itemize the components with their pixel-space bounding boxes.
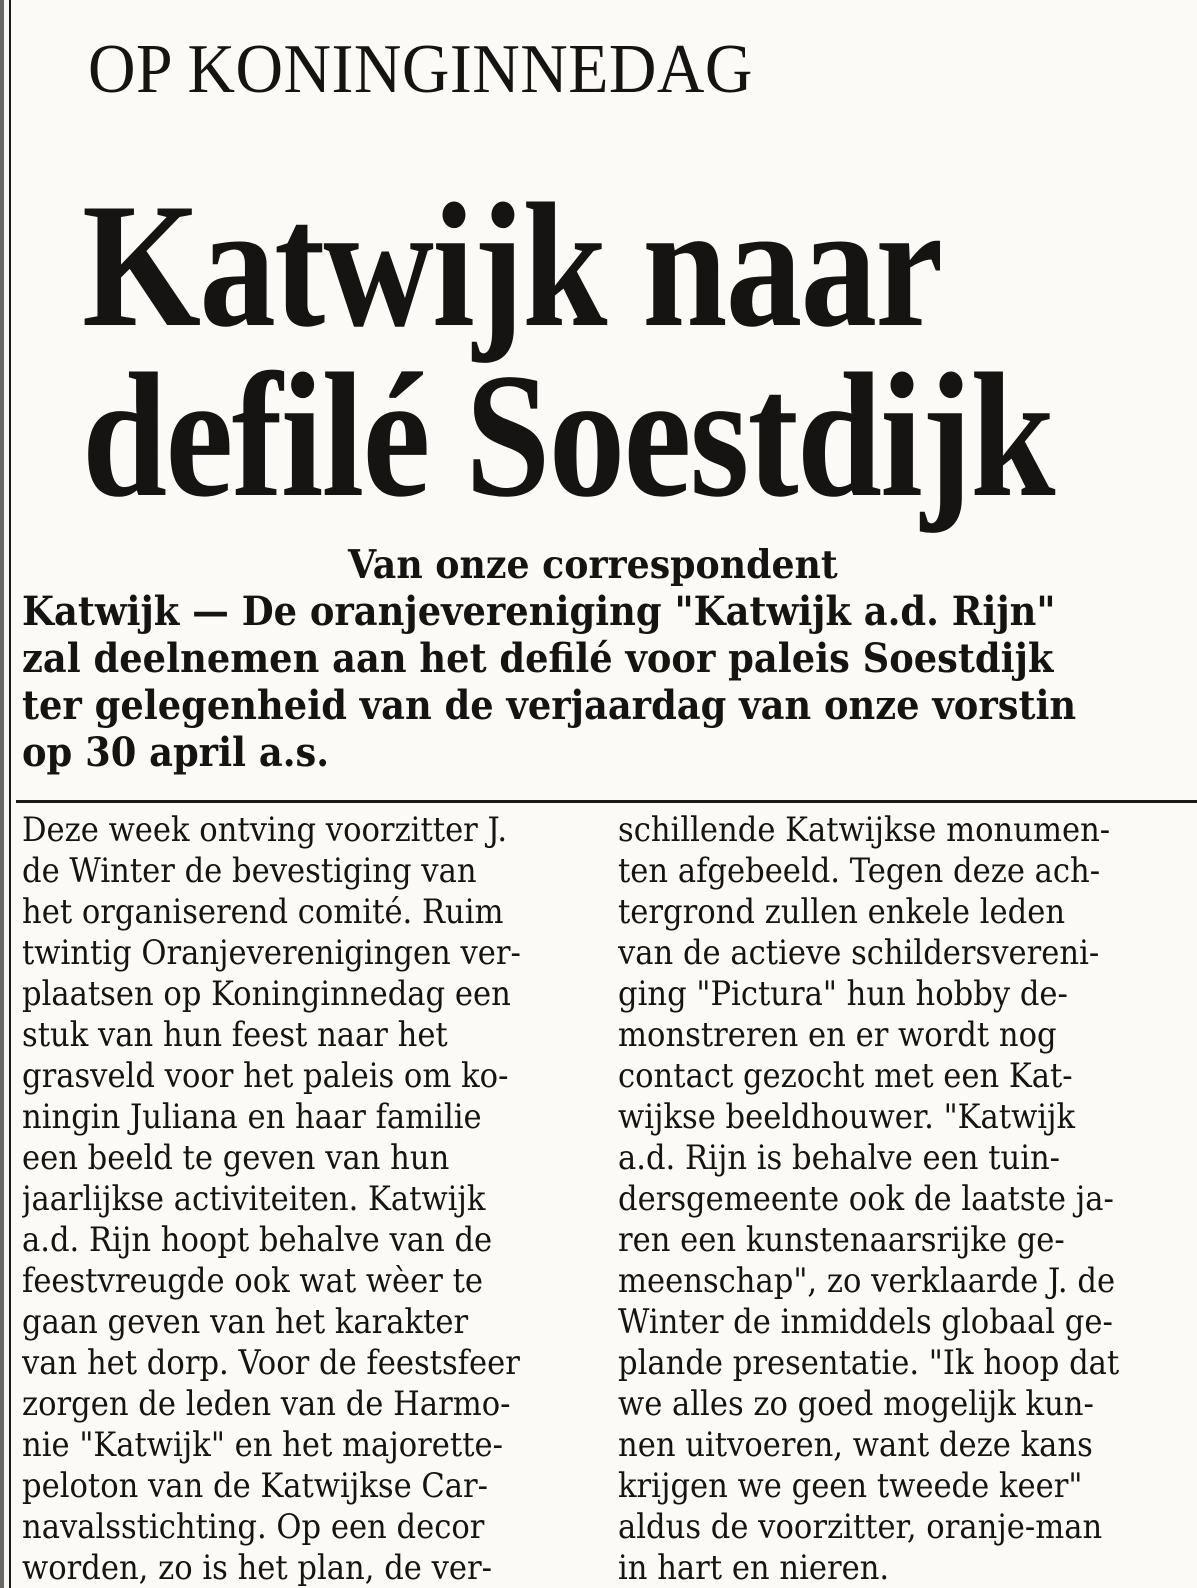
body-line: plande presentatie. "Ik hoop dat <box>618 1343 1120 1383</box>
body-line: ningin Juliana en haar familie <box>22 1097 482 1137</box>
body-line: aldus de voorzitter, oranje-man <box>618 1507 1103 1547</box>
lead-line: ter gelegenheid van de verjaardag van onze vorstin <box>22 682 1077 729</box>
body-line: krijgen we geen tweede keer" <box>618 1466 1083 1506</box>
body-line: peloton van de Katwijkse Car- <box>22 1466 489 1506</box>
body-line: ten afgebeeld. Tegen deze ach- <box>618 851 1101 891</box>
byline: Van onze correspondent <box>348 542 838 588</box>
body-line: Deze week ontving voorzitter J. <box>22 810 508 850</box>
lead-line: op 30 april a.s. <box>22 729 330 776</box>
body-column-right <box>618 810 1197 1588</box>
headline-line-1: Katwijk naar <box>82 166 942 364</box>
body-line: een beeld te geven van hun <box>22 1138 450 1178</box>
body-line: ging "Pictura" hun hobby de- <box>618 974 1068 1014</box>
body-line: ren een kunstenaarsrijke ge- <box>618 1220 1065 1260</box>
body-line: plaatsen op Koninginnedag een <box>22 974 511 1014</box>
body-line: dersgemeente ook de laatste ja- <box>618 1179 1114 1219</box>
lead-line: zal deelnemen aan het defilé voor paleis Soestdijk <box>22 635 1054 682</box>
body-line: van de actieve schildersvereni- <box>618 933 1100 973</box>
body-line: monstreren en er wordt nog <box>618 1015 1057 1055</box>
body-line: meenschap", zo verklaarde J. de <box>618 1261 1116 1301</box>
body-line: worden, zo is het plan, de ver- <box>22 1548 492 1588</box>
body-line: feestvreugde ook wat wèer te <box>22 1261 484 1301</box>
body-line: de Winter de bevestiging van <box>22 851 477 891</box>
body-line: schillende Katwijkse monumen- <box>618 810 1111 850</box>
body-line: contact gezocht met een Kat- <box>618 1056 1073 1096</box>
column-separator-rule <box>16 800 1197 803</box>
body-line: tergrond zullen enkele leden <box>618 892 1066 932</box>
clipping-border-rule <box>9 0 11 1588</box>
body-line: a.d. Rijn is behalve een tuin- <box>618 1138 1061 1178</box>
body-line: nen uitvoeren, want deze kans <box>618 1425 1093 1465</box>
body-column-left <box>22 810 600 1588</box>
lead-line: Katwijk — De oranjevereniging "Katwijk a.d. Rijn" <box>22 588 1056 635</box>
body-line: in hart en nieren. <box>618 1548 890 1588</box>
body-line: twintig Oranjeverenigingen ver- <box>22 933 521 973</box>
body-line: gaan geven van het karakter <box>22 1302 469 1342</box>
body-line: het organiserend comité. Ruim <box>22 892 504 932</box>
body-line: a.d. Rijn hoopt behalve van de <box>22 1220 493 1260</box>
body-line: wijkse beeldhouwer. "Katwijk <box>618 1097 1076 1137</box>
body-line: grasveld voor het paleis om ko- <box>22 1056 509 1096</box>
body-line: jaarlijkse activiteiten. Katwijk <box>22 1179 486 1219</box>
lead-paragraph <box>22 588 1197 776</box>
headline-line-2: defilé Soestdijk <box>82 336 1054 534</box>
body-line: navalsstichting. Op een decor <box>22 1507 485 1547</box>
body-line: van het dorp. Voor de feestsfeer <box>22 1343 520 1383</box>
article-kicker: OP KONINGINNEDAG <box>88 31 753 108</box>
body-line: nie "Katwijk" en het majorette- <box>22 1425 503 1465</box>
clipping-left-edge <box>0 0 4 1588</box>
body-line: we alles zo goed mogelijk kun- <box>618 1384 1094 1424</box>
body-line: Winter de inmiddels globaal ge- <box>618 1302 1113 1342</box>
body-line: stuk van hun feest naar het <box>22 1015 448 1055</box>
body-line: zorgen de leden van de Harmo- <box>22 1384 511 1424</box>
